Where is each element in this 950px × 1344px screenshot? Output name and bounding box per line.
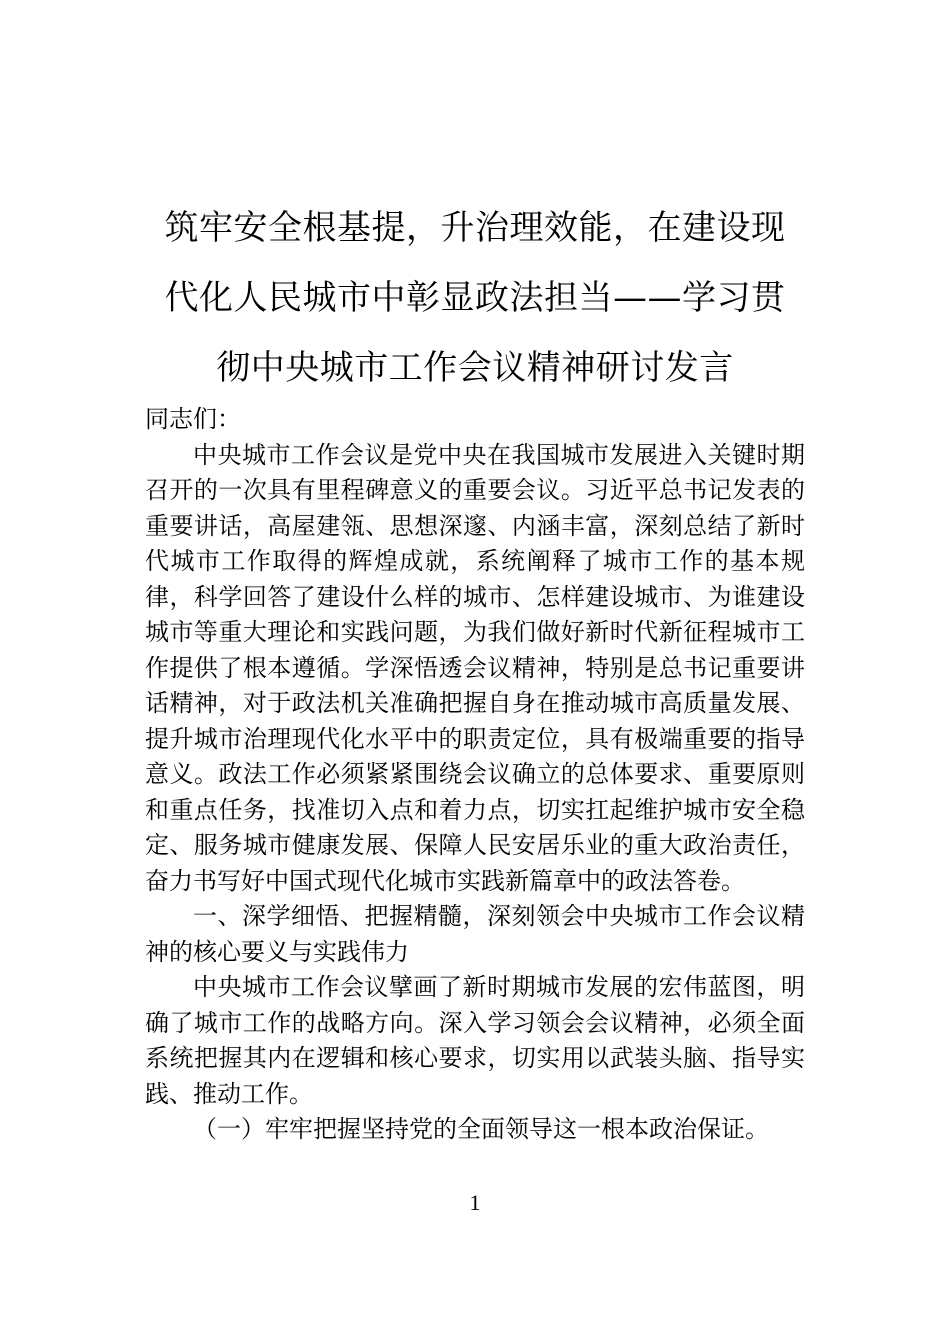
section-heading-1: 一、深学细悟、把握精髓，深刻领会中央城市工作会议精神的核心要义与实践伟力 (145, 902, 805, 966)
subsection-heading-1: （一）牢牢把握坚持党的全面领导这一根本政治保证。 (193, 1115, 769, 1143)
document-body (145, 402, 805, 1148)
salutation: 同志们： (145, 405, 241, 433)
paragraph-intro: 中央城市工作会议是党中央在我国城市发展进入关键时期召开的一次具有里程碑意义的重要会议。习近平总书记发表的重要讲话，高屋建瓴、思想深邃、内涵丰富，深刻总结了新时代城市工作取得的辉煌成就，系统阐释了城市工作的基本规律，科学回答了建设什么样的城市、怎样建设城市、为谁建设城市等重大理论和实践问题，为我们做好新时代新征程城市工作提供了根本遵循。学深悟透会议精神，特别是总书记重要讲话精神，对于政法机关准确把握自身在推动城市高质量发展、提升城市治理现代化水平中的职责定位，具有极端重要的指导意义。政法工作必须紧紧围绕会议确立的总体要求、重要原则和重点任务，找准切入点和着力点，切实扛起维护城市安全稳定、服务城市健康发展、保障人民安居乐业的重大政治责任，奋力书写好中国式现代化城市实践新篇章中的政法答卷。 (145, 440, 805, 895)
paragraph-section-1: 中央城市工作会议擘画了新时期城市发展的宏伟蓝图，明确了城市工作的战略方向。深入学习领会会议精神，必须全面系统把握其内在逻辑和核心要求，切实用以武装头脑、指导实践、推动工作。 (145, 973, 805, 1108)
document-title: 筑牢安全根基提，升治理效能，在建设现代化人民城市中彰显政法担当——学习贯彻中央城市工作会议精神研讨发言 (164, 207, 786, 388)
page-number: 1 (469, 1190, 481, 1215)
